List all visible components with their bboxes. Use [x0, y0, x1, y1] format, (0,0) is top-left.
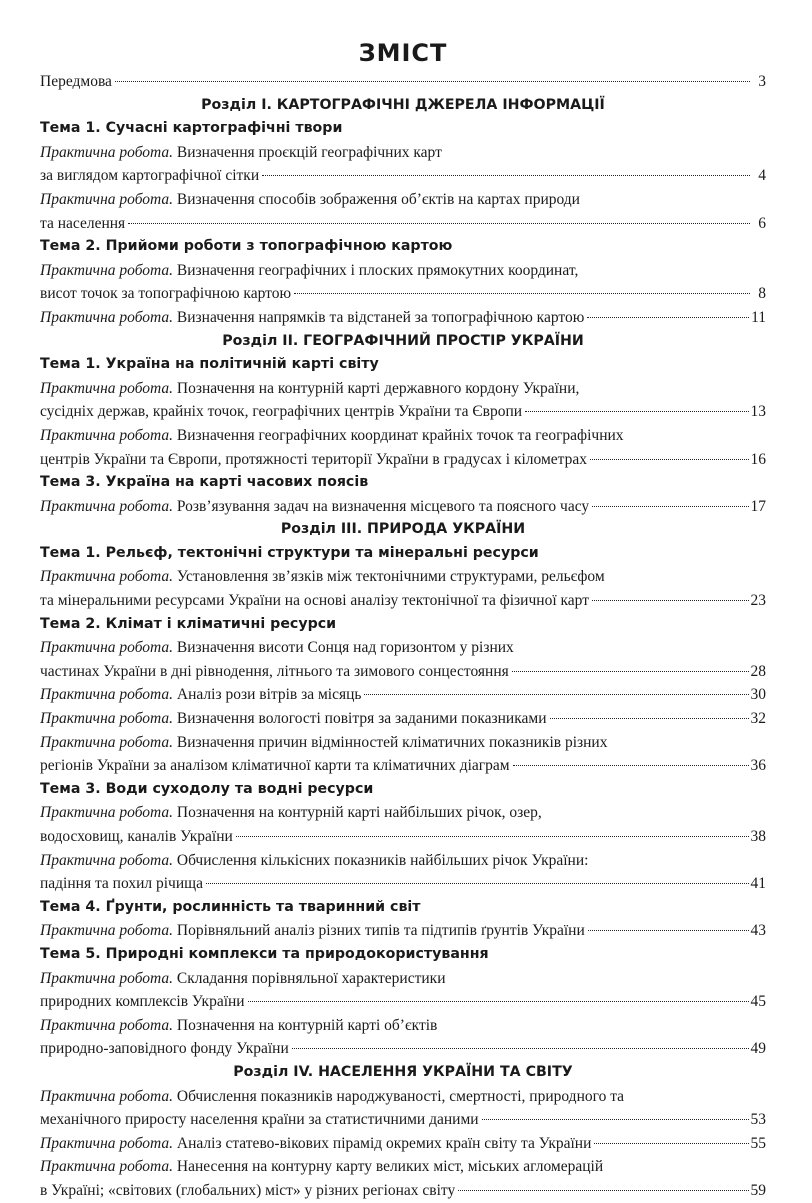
- entry-text: Визначення географічних координат крайніх точок та географічних: [173, 426, 624, 444]
- dot-leader: [262, 175, 750, 176]
- practical-work-label: Практична робота.: [40, 639, 174, 657]
- page-number: 55: [750, 1134, 766, 1152]
- page-number: 41: [750, 875, 766, 893]
- toc-list: [40, 70, 766, 1203]
- entry-text: природно-заповідного фонду України: [40, 1040, 289, 1058]
- page-number: 59: [750, 1181, 766, 1199]
- page-number: 13: [750, 403, 766, 421]
- entry-text: Позначення на контурній карті найбільших річок, озер,: [173, 804, 542, 822]
- page-number: 6: [758, 214, 766, 232]
- toc-entry: [40, 872, 766, 896]
- dot-leader: [512, 671, 749, 672]
- topic-heading: Тема 4. Ґрунти, рослинність та тваринний світ: [40, 898, 421, 915]
- toc-entry: [40, 70, 766, 94]
- page-number: 17: [750, 497, 766, 515]
- dot-leader: [292, 1048, 749, 1049]
- toc-entry: [40, 825, 766, 849]
- entry-text: та мінеральними ресурсами України на основі аналізу тектонічної та фізичної карт: [40, 592, 589, 610]
- dot-leader: [236, 836, 749, 837]
- entry-text: водосховищ, каналів України: [40, 828, 233, 845]
- entry-text: Практична робота. Визначення напрямків та відстаней за топографічною картою: [40, 308, 585, 326]
- page-number: 23: [750, 592, 766, 610]
- entry-text: Практична робота. Визначення вологості повітря за заданими показниками: [40, 710, 547, 728]
- topic-heading: Тема 2. Прийоми роботи з топографічною картою: [40, 238, 453, 255]
- toc-entry: [40, 495, 766, 519]
- dot-leader: [592, 600, 749, 601]
- practical-work-label: Практична робота.: [40, 1134, 174, 1152]
- toc-entry: [40, 1108, 766, 1132]
- dot-leader: [128, 223, 750, 224]
- practical-work-label: Практична робота.: [40, 426, 174, 444]
- toc-entry-start: [40, 801, 766, 825]
- page-number: 8: [758, 285, 766, 303]
- toc-entry: [40, 990, 766, 1014]
- practical-work-label: Практична робота.: [40, 710, 174, 728]
- toc-entry: [40, 306, 766, 330]
- practical-work-label: Практична робота.: [40, 190, 174, 208]
- section-heading: Розділ І. КАРТОГРАФІЧНІ ДЖЕРЕЛА ІНФОРМАЦІЇ: [201, 96, 605, 113]
- entry-text: регіонів України за аналізом кліматичної карти та кліматичних діаграм: [40, 757, 510, 775]
- entry-text: висот точок за топографічною картою: [40, 285, 292, 303]
- page-number: 4: [758, 167, 766, 185]
- practical-work-label: Практична робота.: [40, 308, 174, 326]
- entry-text: за виглядом картографічної сітки: [40, 167, 260, 185]
- dot-leader: [587, 317, 749, 318]
- page-number: 28: [750, 662, 766, 680]
- dot-leader: [364, 694, 748, 695]
- toc-entry-start: [40, 1014, 766, 1038]
- toc-entry: [40, 754, 766, 778]
- entry-text: Позначення на контурній карті об’єктів: [173, 1016, 438, 1034]
- entry-text: Передмова: [40, 73, 112, 90]
- toc-entry: [40, 212, 766, 236]
- toc-entry-start: [40, 141, 766, 165]
- topic-heading: Тема 1. Рельєф, тектонічні структури та мінеральні ресурси: [40, 544, 539, 561]
- dot-leader: [525, 411, 748, 412]
- page-number: 49: [750, 1040, 766, 1058]
- entry-text: Практична робота. Аналіз рози вітрів за місяць: [40, 686, 362, 704]
- practical-work-label: Практична робота.: [40, 497, 174, 515]
- practical-work-label: Практична робота.: [40, 686, 174, 704]
- practical-work-label: Практична робота.: [40, 804, 174, 822]
- dot-leader: [294, 293, 750, 294]
- toc-entry: [40, 1179, 766, 1203]
- topic-heading: Тема 5. Природні комплекси та природокористування: [40, 945, 489, 962]
- dot-leader: [594, 1143, 748, 1144]
- page-number: 45: [750, 993, 766, 1011]
- toc-entry-start: [40, 849, 766, 873]
- entry-text: Практична робота. Аналіз статево-вікових пірамід окремих країн світу та України: [40, 1134, 592, 1152]
- dot-leader: [115, 81, 750, 82]
- practical-work-label: Практична робота.: [40, 922, 174, 940]
- toc-entry: [40, 1037, 766, 1061]
- dot-leader: [588, 930, 749, 931]
- toc-entry-start: [40, 967, 766, 991]
- toc-entry-start: [40, 1155, 766, 1179]
- entry-text: сусідніх держав, крайніх точок, географічних центрів України та Європи: [40, 403, 523, 421]
- entry-text: Визначення причин відмінностей кліматичних показників різних: [173, 733, 608, 751]
- practical-work-label: Практична робота.: [40, 261, 174, 279]
- toc-entry-start: [40, 188, 766, 212]
- entry-text: природних комплексів України: [40, 993, 245, 1011]
- entry-text: Визначення проєкцій географічних карт: [173, 143, 442, 161]
- dot-leader: [513, 765, 749, 766]
- page-number: 43: [750, 922, 766, 940]
- dot-leader: [482, 1119, 749, 1120]
- toc-entry-start: [40, 565, 766, 589]
- entry-text: центрів України та Європи, протяжності території України в градусах і кілометрах: [40, 450, 588, 468]
- page-number: 32: [750, 710, 766, 728]
- dot-leader: [590, 459, 748, 460]
- toc-entry: [40, 707, 766, 731]
- dot-leader: [550, 718, 749, 719]
- practical-work-label: Практична робота.: [40, 568, 174, 586]
- entry-text: падіння та похил річища: [40, 875, 203, 893]
- page-number: 36: [750, 757, 766, 775]
- section-heading: Розділ IV. НАСЕЛЕННЯ УКРАЇНИ ТА СВІТУ: [233, 1063, 573, 1080]
- dot-leader: [592, 506, 748, 507]
- entry-text: Визначення висоти Сонця над горизонтом у різних: [173, 639, 514, 657]
- toc-entry-start: [40, 636, 766, 660]
- page-number: 16: [750, 450, 766, 468]
- practical-work-label: Практична робота.: [40, 143, 174, 161]
- practical-work-label: Практична робота.: [40, 379, 174, 397]
- toc-entry-start: [40, 259, 766, 283]
- entry-text: Обчислення кількісних показників найбільших річок України:: [173, 851, 589, 869]
- entry-text: Обчислення показників народжуваності, смертності, природного та: [173, 1087, 625, 1105]
- toc-entry: [40, 660, 766, 684]
- practical-work-label: Практична робота.: [40, 851, 174, 869]
- toc-entry: [40, 919, 766, 943]
- entry-text: в Україні; «світових (глобальних) міст» у різних регіонах світу: [40, 1181, 456, 1199]
- entry-text: Позначення на контурній карті державного кордону України,: [173, 379, 580, 397]
- toc-entry: [40, 282, 766, 306]
- entry-text: частинах України в дні рівнодення, літнього та зимового сонцестояння: [40, 662, 509, 680]
- toc-entry: [40, 1132, 766, 1156]
- dot-leader: [458, 1190, 748, 1191]
- toc-entry-start: [40, 424, 766, 448]
- entry-text: Складання порівняльної характеристики: [173, 969, 446, 987]
- page-number: 30: [750, 686, 766, 704]
- practical-work-label: Практична робота.: [40, 733, 174, 751]
- practical-work-label: Практична робота.: [40, 1158, 174, 1176]
- topic-heading: Тема 3. Води суходолу та водні ресурси: [40, 780, 374, 797]
- practical-work-label: Практична робота.: [40, 969, 174, 987]
- topic-heading: Тема 3. Україна на карті часових поясів: [40, 474, 369, 491]
- entry-text: механічного приросту населення країни за статистичними даними: [40, 1111, 479, 1129]
- practical-work-label: Практична робота.: [40, 1087, 174, 1105]
- toc-entry: [40, 683, 766, 707]
- toc-entry-start: [40, 377, 766, 401]
- topic-heading: Тема 1. Україна на політичній карті світу: [40, 356, 379, 373]
- page-number: 11: [751, 308, 766, 326]
- page-title: ЗМІСТ: [358, 39, 448, 67]
- page-number: 3: [758, 73, 766, 90]
- topic-heading: Тема 2. Клімат і кліматичні ресурси: [40, 615, 337, 632]
- entry-text: Визначення географічних і плоских прямокутних координат,: [173, 261, 579, 279]
- page-number: 38: [750, 828, 766, 845]
- entry-text: Визначення способів зображення об’єктів на картах природи: [173, 190, 580, 208]
- toc-entry: [40, 164, 766, 188]
- section-heading: Розділ ІІІ. ПРИРОДА УКРАЇНИ: [280, 521, 526, 538]
- entry-text: Практична робота. Розв’язування задач на визначення місцевого та поясного часу: [40, 497, 590, 515]
- practical-work-label: Практична робота.: [40, 1016, 174, 1034]
- toc-entry-start: [40, 1085, 766, 1109]
- toc-entry: [40, 448, 766, 472]
- dot-leader: [248, 1001, 749, 1002]
- entry-text: та населення: [40, 214, 126, 232]
- toc-entry: [40, 589, 766, 613]
- dot-leader: [206, 883, 749, 884]
- entry-text: Установлення зв’язків між тектонічними структурами, рельєфом: [173, 568, 605, 586]
- toc-entry: [40, 400, 766, 424]
- page-number: 53: [750, 1111, 766, 1129]
- entry-text: Нанесення на контурну карту великих міст, міських агломерацій: [173, 1158, 604, 1176]
- entry-text: Практична робота. Порівняльний аналіз різних типів та підтипів ґрунтів України: [40, 922, 585, 940]
- section-heading: Розділ ІІ. ГЕОГРАФІЧНИЙ ПРОСТІР УКРАЇНИ: [222, 332, 584, 349]
- toc-entry-start: [40, 731, 766, 755]
- topic-heading: Тема 1. Сучасні картографічні твори: [40, 120, 343, 137]
